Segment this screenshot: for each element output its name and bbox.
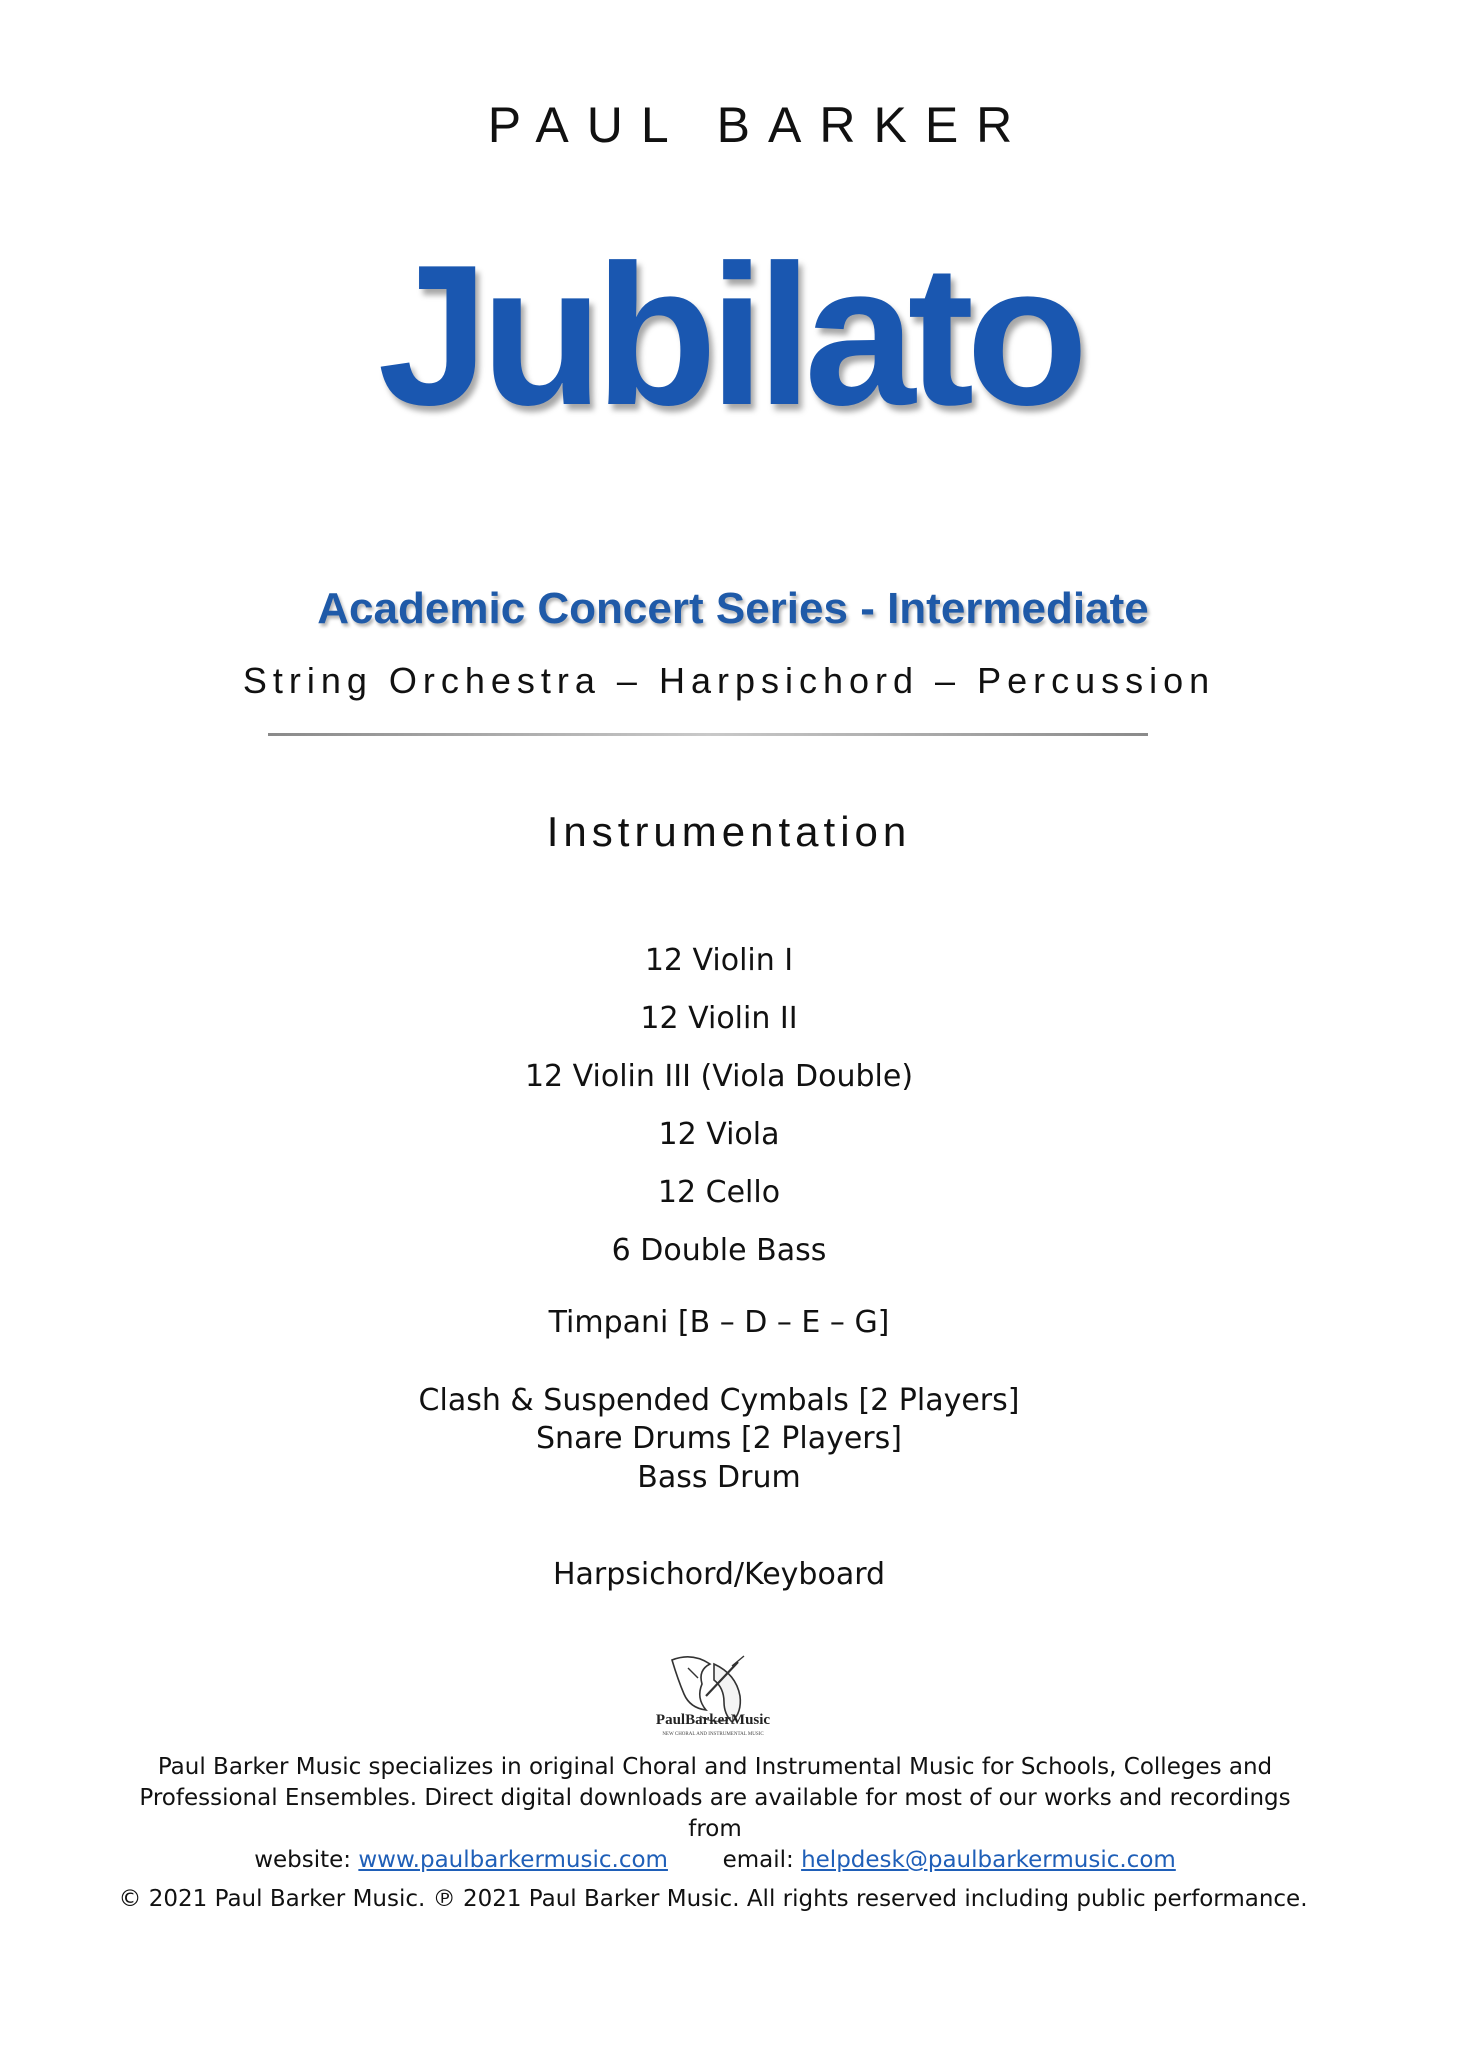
series-subtitle: Academic Concert Series - Intermediate xyxy=(317,584,1149,633)
instrument-item: 12 Cello xyxy=(657,1175,781,1210)
keyboard-item: Harpsichord/Keyboard xyxy=(552,1557,886,1592)
blurb-line: Professional Ensembles. Direct digital downloads are available for most of our works and recordings from xyxy=(139,1785,1291,1842)
divider-rule xyxy=(268,733,1148,736)
publisher-logo-tagline: NEW CHORAL AND INSTRUMENTAL MUSIC xyxy=(662,1732,764,1737)
composer-name: PAUL BARKER xyxy=(487,97,1031,153)
instrumentation-heading: Instrumentation xyxy=(546,808,912,855)
publisher-logo-wordmark: PaulBarkerMusic xyxy=(655,1712,771,1728)
percussion-item: Snare Drums [2 Players] xyxy=(536,1421,902,1456)
percussion-item: Clash & Suspended Cymbals [2 Players] xyxy=(418,1383,1020,1418)
copyright-notice: © 2021 Paul Barker Music. ℗ 2021 Paul Barker Music. All rights reserved including public performance. xyxy=(118,1886,1308,1912)
website-link[interactable]: www.paulbarkermusic.com xyxy=(358,1847,668,1873)
piece-title: Jubilato xyxy=(377,224,1081,447)
instrument-item: 12 Violin II xyxy=(640,1001,798,1036)
instrument-item: 12 Viola xyxy=(658,1117,780,1152)
publisher-blurb xyxy=(120,1752,1310,1876)
ensemble-line: String Orchestra – Harpsichord – Percussion xyxy=(242,660,1216,701)
contact-line xyxy=(120,1845,1310,1876)
instrument-item: 12 Violin III (Viola Double) xyxy=(524,1059,914,1094)
blurb-line: Paul Barker Music specializes in original Choral and Instrumental Music for Schools, Colleges and xyxy=(157,1754,1273,1780)
timpani-item: Timpani [B – D – E – G] xyxy=(548,1305,890,1340)
percussion-item: Bass Drum xyxy=(637,1460,801,1495)
website-label: website: xyxy=(254,1847,352,1873)
email-label: email: xyxy=(722,1847,794,1873)
instrument-item: 6 Double Bass xyxy=(611,1233,827,1268)
instrument-item: 12 Violin I xyxy=(644,943,794,978)
email-link[interactable]: helpdesk@paulbarkermusic.com xyxy=(801,1847,1176,1873)
